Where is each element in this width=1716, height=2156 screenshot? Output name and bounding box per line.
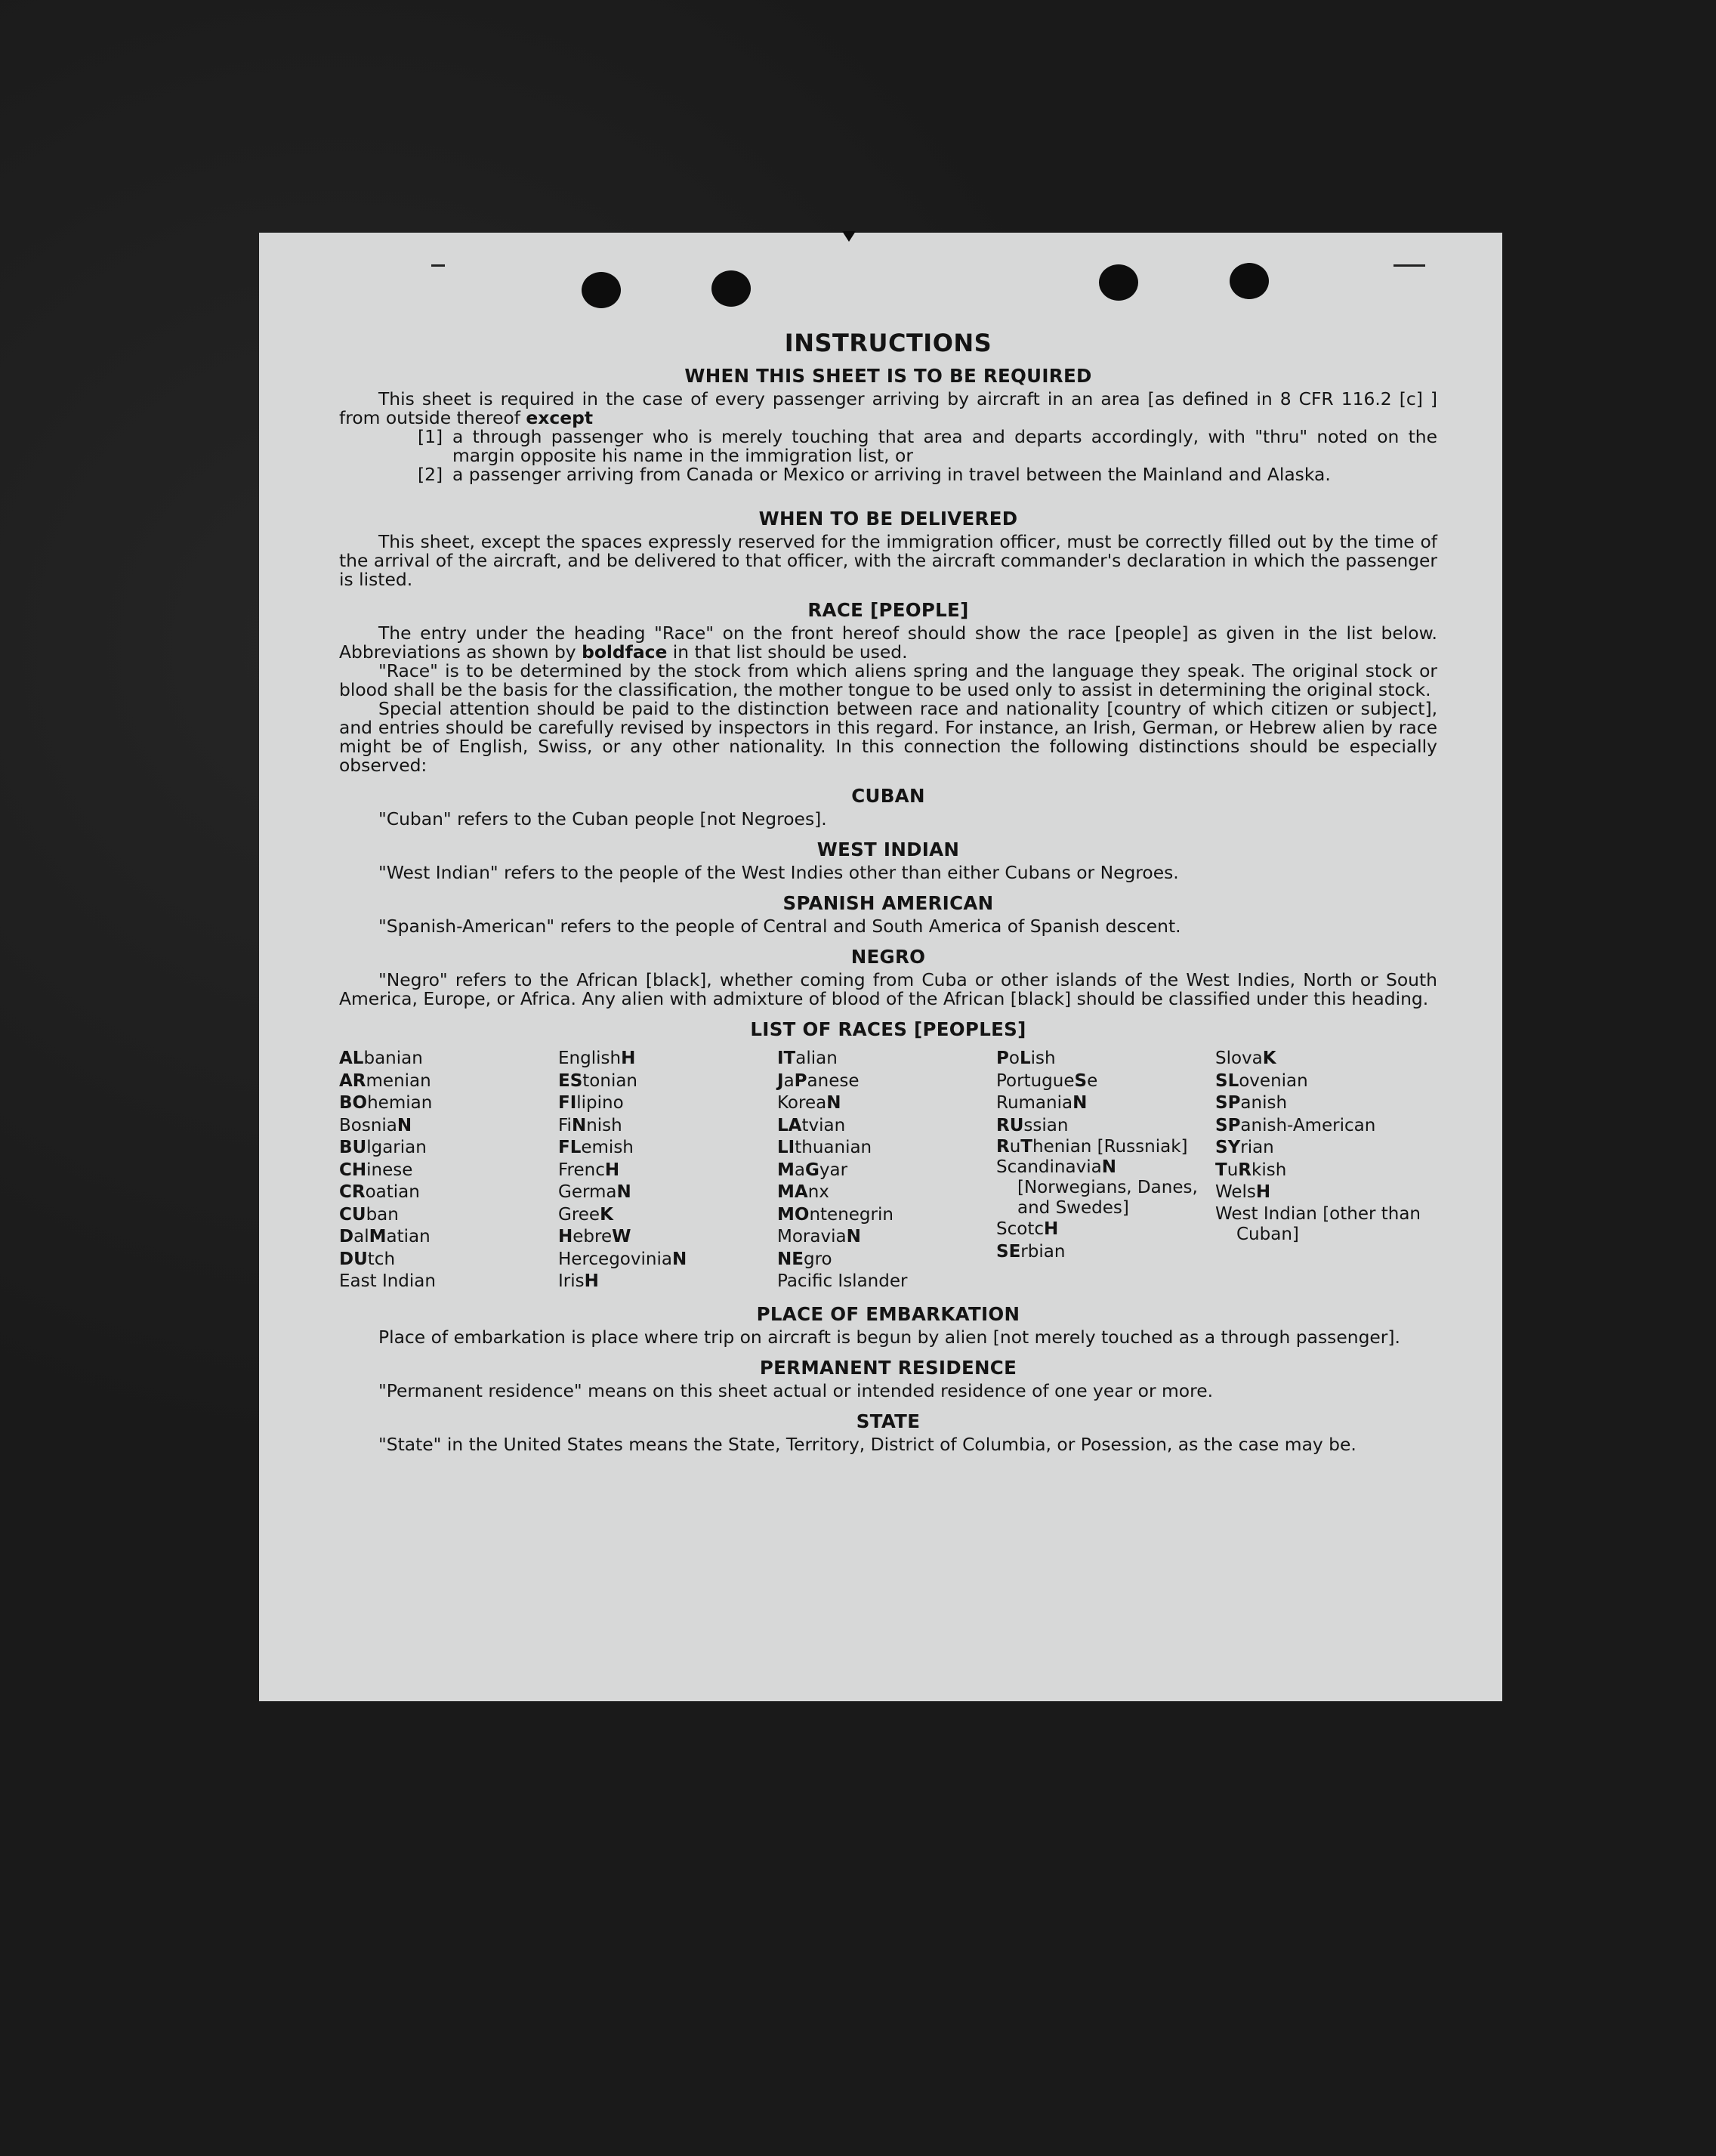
race-entry: MoraviaN bbox=[777, 1227, 861, 1246]
cuban-text: "Cuban" refers to the Cuban people [not Negroes]. bbox=[378, 808, 827, 829]
sheet-notch bbox=[842, 231, 856, 242]
race-entry: SErbian bbox=[996, 1241, 1066, 1262]
race-entry: FrencH bbox=[558, 1160, 620, 1180]
race-entry: GreeK bbox=[558, 1204, 613, 1225]
heading-negro: NEGRO bbox=[850, 946, 926, 968]
race-entry: CUban bbox=[339, 1204, 399, 1225]
heading-cuban: CUBAN bbox=[851, 785, 925, 807]
race-entry: EnglishH bbox=[558, 1049, 636, 1068]
exception-item bbox=[339, 465, 1437, 484]
scan-mark bbox=[1393, 264, 1425, 267]
race-entry: SlovaK bbox=[1215, 1049, 1276, 1068]
page-title: INSTRUCTIONS bbox=[784, 329, 992, 357]
race-entry: RumaniaN bbox=[996, 1093, 1088, 1113]
race-entry: DUtch bbox=[339, 1249, 396, 1269]
race-entry: MAnx bbox=[777, 1182, 829, 1202]
race-entry: KoreaN bbox=[777, 1093, 841, 1113]
race-entry: CRoatian bbox=[339, 1182, 420, 1202]
race-entry: ScotcH bbox=[996, 1219, 1059, 1239]
heading-permanent-residence: PERMANENT RESIDENCE bbox=[759, 1356, 1017, 1379]
race-entry: GermaN bbox=[558, 1182, 631, 1202]
race-entry: TuRkish bbox=[1215, 1160, 1287, 1180]
heading-race: RACE [PEOPLE] bbox=[807, 599, 969, 621]
punch-hole bbox=[1230, 263, 1269, 299]
item-number: [1] bbox=[418, 426, 443, 447]
race-entry: SYrian bbox=[1215, 1138, 1274, 1157]
race-column bbox=[339, 1048, 558, 1293]
embarkation-text: Place of embarkation is place where trip on aircraft is begun by alien [not merely touched as a through passenger]. bbox=[378, 1326, 1400, 1348]
race-entry: ITalian bbox=[777, 1049, 838, 1068]
race-entry: BosniaN bbox=[339, 1115, 412, 1135]
race-paragraph-2: "Race" is to be determined by the stock from which aliens spring and the language they speak. The original stock or blood shall be the basis for the classification, the mother tongue to be used only to assist in determining the original stock. bbox=[339, 660, 1437, 700]
race-entry: NEgro bbox=[777, 1249, 832, 1269]
negro-text: "Negro" refers to the African [black], whether coming from Cuba or other islands of the West Indies, North or South America, Europe, or Africa. Any alien with admixture of blood of the African [black] should be classified under this heading. bbox=[339, 969, 1437, 1009]
heading-west-indian: WEST INDIAN bbox=[816, 839, 960, 860]
race-entry: Pacific Islander bbox=[777, 1271, 908, 1291]
race-entry: ARmenian bbox=[339, 1070, 431, 1091]
race-entry: DalMatian bbox=[339, 1227, 431, 1246]
race-entry: LAtvian bbox=[777, 1115, 846, 1135]
race-entry: ALbanian bbox=[339, 1049, 423, 1068]
punch-hole bbox=[1099, 264, 1138, 301]
race-entry: WelsH bbox=[1215, 1182, 1271, 1202]
race-entry: MOntenegrin bbox=[777, 1204, 893, 1225]
race-entry: SLovenian bbox=[1215, 1070, 1308, 1091]
race-entry: IrisH bbox=[558, 1271, 599, 1291]
punch-hole bbox=[711, 270, 751, 307]
required-intro: This sheet is required in the case of every passenger arriving by aircraft in an area [as defined in 8 CFR 116.2 [c] ] from outside thereof except bbox=[339, 388, 1437, 428]
race-entry: BUlgarian bbox=[339, 1138, 427, 1157]
state-text: "State" in the United States means the State, Territory, District of Columbia, or Posession, as the case may be. bbox=[378, 1433, 1356, 1455]
race-list bbox=[339, 1048, 1437, 1293]
race-entry: FiNnish bbox=[558, 1115, 622, 1135]
race-entry: FLemish bbox=[558, 1138, 634, 1157]
race-entry: SPanish bbox=[1215, 1093, 1288, 1113]
heading-spanish-american: SPANISH AMERICAN bbox=[782, 892, 994, 914]
race-entry: PortugueSe bbox=[996, 1070, 1098, 1091]
race-entry: SPanish-American bbox=[1215, 1115, 1376, 1135]
race-entry: MaGyar bbox=[777, 1160, 848, 1180]
heading-state: STATE bbox=[856, 1410, 921, 1432]
heading-list-of-races: LIST OF RACES [PEOPLES] bbox=[750, 1018, 1026, 1040]
race-entry: RuThenian [Russniak] bbox=[996, 1137, 1188, 1157]
race-paragraph-3: Special attention should be paid to the distinction between race and nationality [country of which citizen or subject], and entries should be carefully revised by inspectors in this regard. For instance, an Irish, German, or Hebrew alien by race might be of English, Swiss, or any other nationality. In this connection the following distinctions should be especially observed: bbox=[339, 698, 1437, 776]
exception-item bbox=[339, 428, 1437, 465]
race-entry: EStonian bbox=[558, 1070, 638, 1091]
race-column bbox=[996, 1048, 1215, 1293]
delivered-text: This sheet, except the spaces expressly reserved for the immigration officer, must be correctly filled out by the time of the arrival of the aircraft, and be delivered to that officer, with the aircraft commander's declaration in which the passenger is listed. bbox=[339, 531, 1437, 590]
item-number: [2] bbox=[418, 464, 443, 485]
race-entry: HebreW bbox=[558, 1227, 631, 1246]
spanish-american-text: "Spanish-American" refers to the people of Central and South America of Spanish descent. bbox=[378, 916, 1181, 937]
race-entry: JaPanese bbox=[777, 1070, 860, 1091]
race-entry: ScandinaviaN [Norwegians, Danes, and Swedes] bbox=[996, 1157, 1198, 1218]
race-column bbox=[558, 1048, 777, 1293]
permanent-residence-text: "Permanent residence" means on this sheet actual or intended residence of one year or more. bbox=[378, 1379, 1214, 1401]
race-column bbox=[777, 1048, 996, 1293]
race-entry: FIlipino bbox=[558, 1093, 624, 1113]
west-indian-text: "West Indian" refers to the people of the West Indies other than either Cubans or Negroes. bbox=[378, 862, 1179, 883]
heading-when-required: WHEN THIS SHEET IS TO BE REQUIRED bbox=[684, 365, 1092, 387]
item-text: a passenger arriving from Canada or Mexico or arriving in travel between the Mainland and Alaska. bbox=[452, 464, 1331, 485]
race-entry: LIthuanian bbox=[777, 1138, 872, 1157]
instruction-sheet bbox=[259, 233, 1502, 1701]
heading-embarkation: PLACE OF EMBARKATION bbox=[756, 1302, 1020, 1325]
race-entry: West Indian [other than Cuban] bbox=[1215, 1203, 1421, 1244]
race-entry: PoLish bbox=[996, 1049, 1056, 1068]
race-entry: RUssian bbox=[996, 1115, 1069, 1135]
scan-mark bbox=[431, 264, 445, 267]
race-entry: CHinese bbox=[339, 1160, 413, 1180]
race-entry: BOhemian bbox=[339, 1093, 433, 1113]
race-entry: East Indian bbox=[339, 1271, 436, 1291]
punch-hole bbox=[582, 272, 621, 308]
race-entry: HercegoviniaN bbox=[558, 1249, 687, 1269]
race-paragraph-1: The entry under the heading "Race" on the front hereof should show the race [people] as given in the list below. Abbreviations as shown by boldface in that list should be used. bbox=[339, 622, 1437, 663]
item-text: a through passenger who is merely touching that area and departs accordingly, with "thru" noted on the margin opposite his name in the immigration list, or bbox=[452, 426, 1437, 466]
heading-when-delivered: WHEN TO BE DELIVERED bbox=[758, 508, 1018, 530]
race-column bbox=[1215, 1048, 1449, 1293]
